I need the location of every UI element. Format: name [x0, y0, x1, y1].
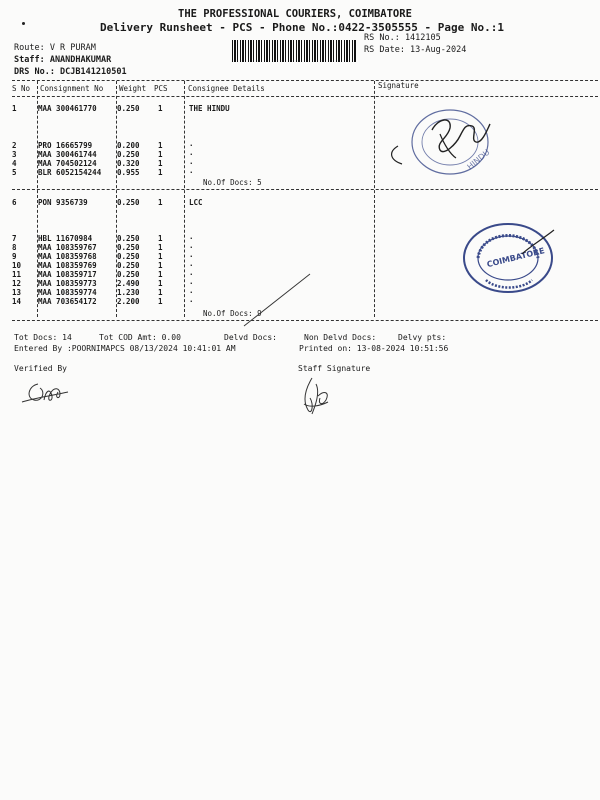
row-sno: 7 — [12, 234, 17, 243]
col-signature: Signature — [378, 81, 419, 90]
staff-signature-label: Staff Signature — [298, 364, 371, 373]
row-pcs: 1 — [158, 261, 163, 270]
row-weight: 0.250 — [117, 252, 140, 261]
row-sno: 14 — [12, 297, 22, 306]
row-sno: 1 — [12, 104, 17, 113]
row-weight: 0.320 — [117, 159, 140, 168]
verified-by-label: Verified By — [14, 364, 67, 373]
group-rule — [12, 189, 598, 190]
row-sno: 2 — [12, 141, 17, 150]
row-consignment: BLR 6052154244 — [38, 168, 102, 177]
consignee-name: LCC — [189, 198, 203, 207]
non-delvd-docs: Non Delvd Docs: — [304, 333, 377, 342]
row-consignment: MAA 704502124 — [38, 159, 97, 168]
row-consignment: MAA 300461744 — [38, 150, 97, 159]
row-weight: 0.250 — [117, 104, 140, 113]
hindu-stamp-signature — [380, 98, 510, 184]
row-weight: 0.250 — [117, 234, 140, 243]
staff-label: Staff: ANANDHAKUMAR — [14, 55, 112, 65]
staff-signature — [290, 374, 340, 418]
tot-docs: Tot Docs: 14 — [14, 333, 72, 342]
rs-date: RS Date: 13-Aug-2024 — [364, 45, 467, 55]
row-dot: . — [189, 139, 194, 148]
row-pcs: 1 — [158, 252, 163, 261]
drs-number: DRS No.: DCJB141210501 — [14, 67, 127, 77]
row-pcs: 1 — [158, 288, 163, 297]
row-weight: 1.230 — [117, 288, 140, 297]
col-consignee: Consignee Details — [188, 84, 265, 93]
row-weight: 2.490 — [117, 279, 140, 288]
row-weight: 0.250 — [117, 198, 140, 207]
row-consignment: MAA 108359717 — [38, 270, 97, 279]
row-pcs: 1 — [158, 279, 163, 288]
row-dot: . — [189, 232, 194, 241]
row-consignment: MAA 108359767 — [38, 243, 97, 252]
col-divider — [374, 81, 375, 317]
no-of-docs: No.Of Docs: 9 — [203, 309, 262, 318]
delvd-docs: Delvd Docs: — [224, 333, 277, 342]
delvy-pts: Delvy pts: — [398, 333, 447, 342]
svg-text:COIMBATORE: COIMBATORE — [485, 246, 546, 270]
row-consignment: MAA 300461770 — [38, 104, 97, 113]
row-consignment: MAA 108359768 — [38, 252, 97, 261]
row-weight: 2.200 — [117, 297, 140, 306]
row-dot: . — [189, 268, 194, 277]
row-weight: 0.250 — [117, 270, 140, 279]
col-divider — [184, 81, 185, 317]
row-dot: . — [189, 157, 194, 166]
stray-mark — [22, 22, 25, 25]
company-name: THE PROFESSIONAL COURIERS, COIMBATORE — [178, 8, 412, 20]
row-weight: 0.250 — [117, 261, 140, 270]
row-weight: 0.250 — [117, 150, 140, 159]
rs-number: RS No.: 1412105 — [364, 33, 441, 43]
consignee-name: THE HINDU — [189, 104, 230, 113]
row-dot: . — [189, 295, 194, 304]
row-pcs: 1 — [158, 270, 163, 279]
row-pcs: 1 — [158, 198, 163, 207]
svg-text:HINDU: HINDU — [465, 147, 492, 172]
row-sno: 12 — [12, 279, 22, 288]
row-sno: 4 — [12, 159, 17, 168]
verified-by-signature — [20, 378, 70, 408]
row-pcs: 1 — [158, 168, 163, 177]
runsheet-title: Delivery Runsheet - PCS - Phone No.:0422-3505555 - Page No.:1 — [100, 21, 504, 34]
row-sno: 5 — [12, 168, 17, 177]
row-consignment: MAA 108359773 — [38, 279, 97, 288]
row-weight: 0.200 — [117, 141, 140, 150]
barcode-image — [232, 40, 357, 62]
row-consignment: PON 9356739 — [38, 198, 88, 207]
tot-cod-amt: Tot COD Amt: 0.00 — [99, 333, 181, 342]
col-weight: Weight — [119, 84, 147, 93]
entered-by: Entered By :POORNIMAPCS 08/13/2024 10:41:01 AM — [14, 344, 236, 353]
row-consignment: PRO 16665799 — [38, 141, 93, 150]
row-consignment: MAA 703654172 — [38, 297, 97, 306]
row-sno: 10 — [12, 261, 22, 270]
row-consignment: MAA 108359774 — [38, 288, 97, 297]
row-weight: 0.250 — [117, 243, 140, 252]
row-consignment: HBL 11670984 — [38, 234, 93, 243]
row-pcs: 1 — [158, 150, 163, 159]
row-pcs: 1 — [158, 141, 163, 150]
row-dot: . — [189, 250, 194, 259]
row-pcs: 1 — [158, 243, 163, 252]
row-dot: . — [189, 286, 194, 295]
company-seal-stamp — [452, 218, 572, 300]
cancel-stroke — [240, 270, 320, 330]
row-sno: 6 — [12, 198, 17, 207]
row-dot: . — [189, 277, 194, 286]
col-pcs: PCS — [154, 84, 168, 93]
row-weight: 0.955 — [117, 168, 140, 177]
row-pcs: 1 — [158, 104, 163, 113]
row-consignment: MAA 108359769 — [38, 261, 97, 270]
col-sno: S No — [12, 84, 31, 93]
no-of-docs: No.Of Docs: 5 — [203, 178, 262, 187]
row-sno: 3 — [12, 150, 17, 159]
col-consignment: Consignment No — [40, 84, 104, 93]
row-dot: . — [189, 148, 194, 157]
header-rule-bottom — [12, 96, 598, 97]
route-label: Route: V R PURAM — [14, 43, 96, 53]
row-dot: . — [189, 259, 194, 268]
row-sno: 9 — [12, 252, 17, 261]
header-rule-top — [12, 80, 598, 81]
row-dot: . — [189, 166, 194, 175]
row-dot: . — [189, 241, 194, 250]
row-pcs: 1 — [158, 159, 163, 168]
row-sno: 11 — [12, 270, 22, 279]
row-pcs: 1 — [158, 297, 163, 306]
printed-on: Printed on: 13-08-2024 10:51:56 — [299, 344, 449, 353]
row-sno: 8 — [12, 243, 17, 252]
row-sno: 13 — [12, 288, 22, 297]
row-pcs: 1 — [158, 234, 163, 243]
